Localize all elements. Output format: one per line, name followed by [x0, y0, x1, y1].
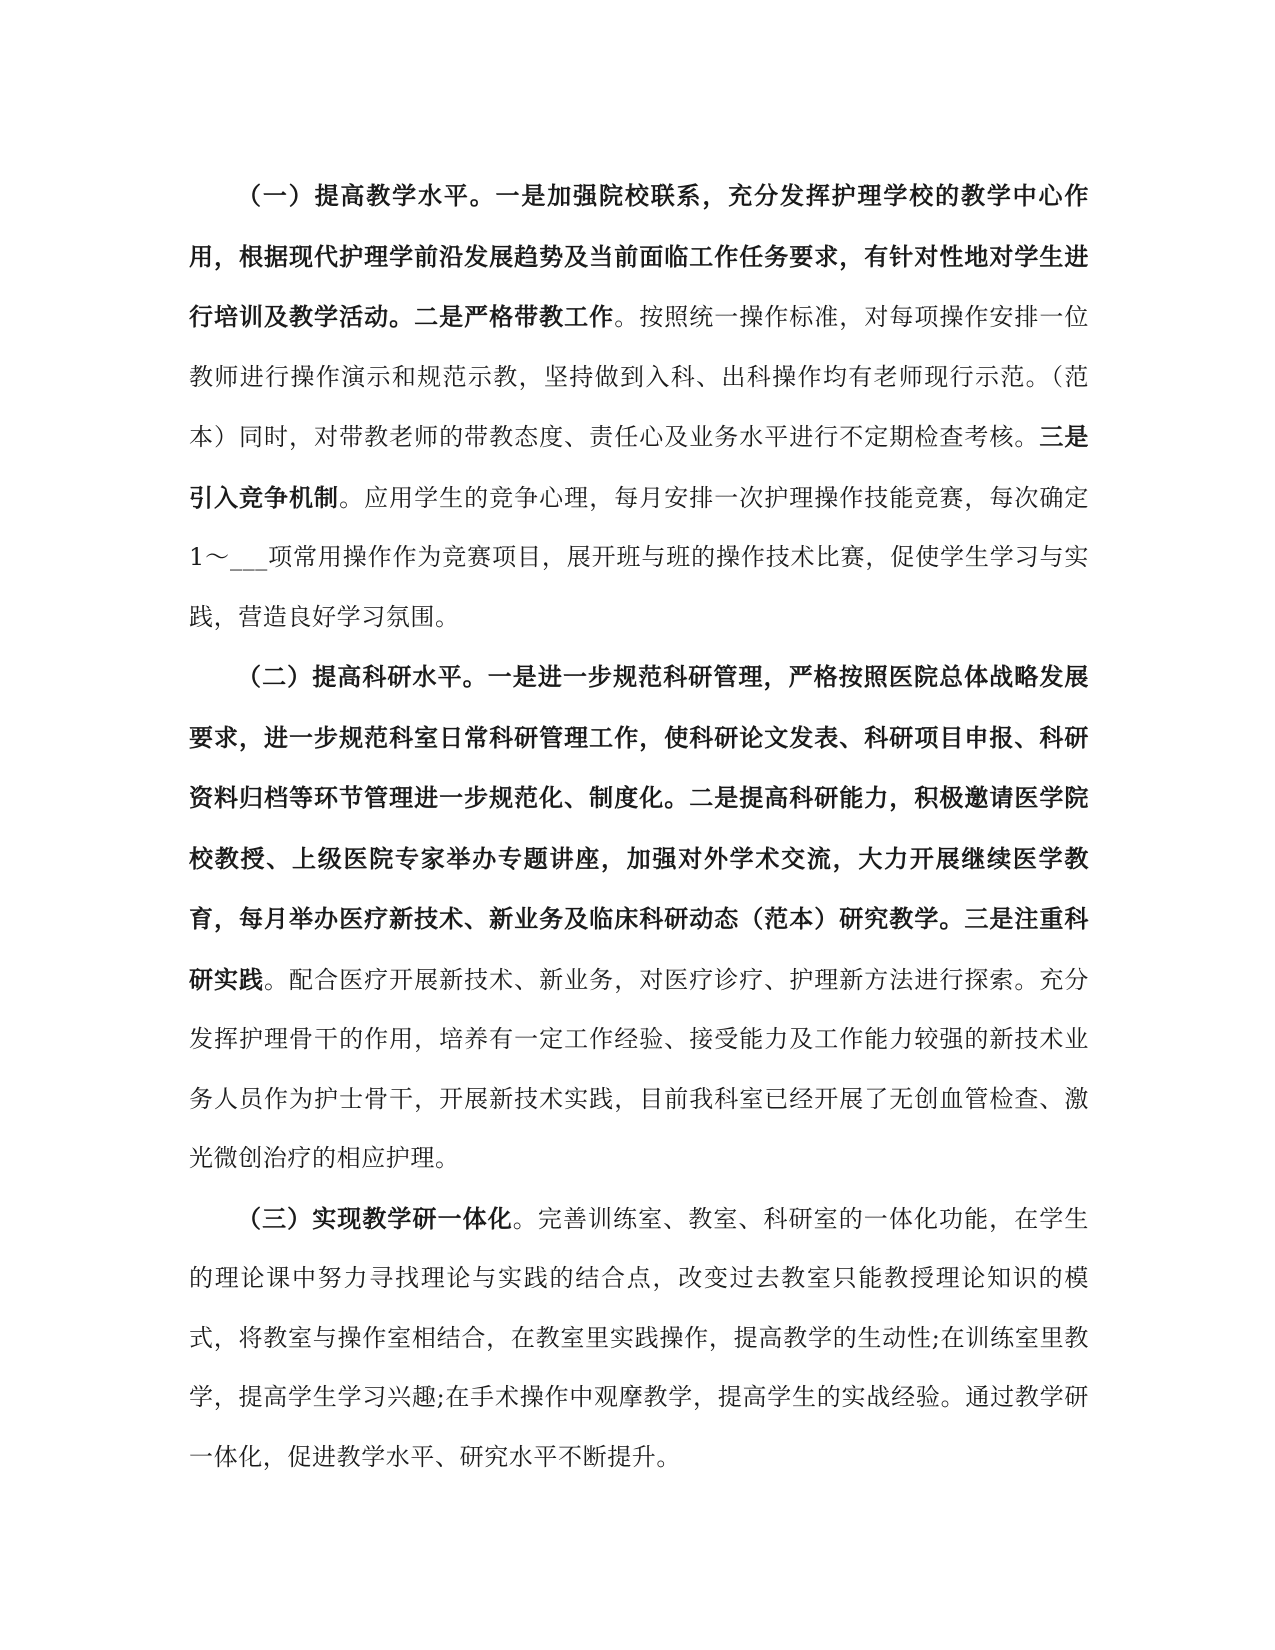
paragraph-integration: [189, 1189, 1089, 1488]
document-body: [189, 166, 1089, 1487]
paragraph-teaching: [189, 166, 1089, 647]
paragraph-integration-text: 。完善训练室、教室、科研室的一体化功能，在学生的理论课中努力寻找理论与实践的结合点，改变过去教室只能教授理论知识的模式，将教室与操作室相结合，在教室里实践操作，提高教学的生动性;在训练室里教学，提高学生学习兴趣;在手术操作中观摩教学，提高学生的实战经验。通过教学研一体化，促进教学水平、研究水平不断提升。: [189, 1204, 1089, 1471]
paragraph-research-heading: （二）提高科研水平。一是进一步规范科研管理，严格按照医院总体战略发展要求，进一步规范科室日常科研管理工作，使科研论文发表、科研项目申报、科研资料归档等环节管理进一步规范化、制度化。二是提高科研能力，积极邀请医学院校教授、上级医院专家举办专题讲座，加强对外学术交流，大力开展继续医学教育，每月举办医疗新技术、新业务及临床科研动态（范本）研究教学。三是注重科研实践: [189, 662, 1089, 994]
paragraph-teaching-heading: （一）提高教学水平。一是加强院校联系，充分发挥护理学校的教学中心作用，根据现代护理学前沿发展趋势及当前面临工作任务要求，有针对性地对学生进行培训及教学活动。二是严格带教工作: [189, 181, 1089, 331]
paragraph-teaching-subheading: 三是引入竞争机制: [189, 422, 1090, 512]
paragraph-teaching-text-2: 。应用学生的竞争心理，每月安排一次护理操作技能竞赛，每次确定1～___项常用操作作为竞赛项目，展开班与班的操作技术比赛，促使学生学习与实践，营造良好学习氛围。: [189, 483, 1089, 631]
paragraph-research: [189, 647, 1089, 1189]
paragraph-teaching-text: 。按照统一操作标准，对每项操作安排一位教师进行操作演示和规范示教，坚持做到入科、出科操作均有老师现行示范。（范本）同时，对带教老师的带教态度、责任心及业务水平进行不定期检查考核。: [189, 303, 1090, 451]
paragraph-research-text: 。配合医疗开展新技术、新业务，对医疗诊疗、护理新方法进行探索。充分发挥护理骨干的作用，培养有一定工作经验、接受能力及工作能力较强的新技术业务人员作为护士骨干，开展新技术实践，目前我科室已经开展了无创血管检查、激光微创治疗的相应护理。: [189, 965, 1089, 1172]
paragraph-integration-heading: （三）实现教学研一体化: [237, 1203, 513, 1233]
